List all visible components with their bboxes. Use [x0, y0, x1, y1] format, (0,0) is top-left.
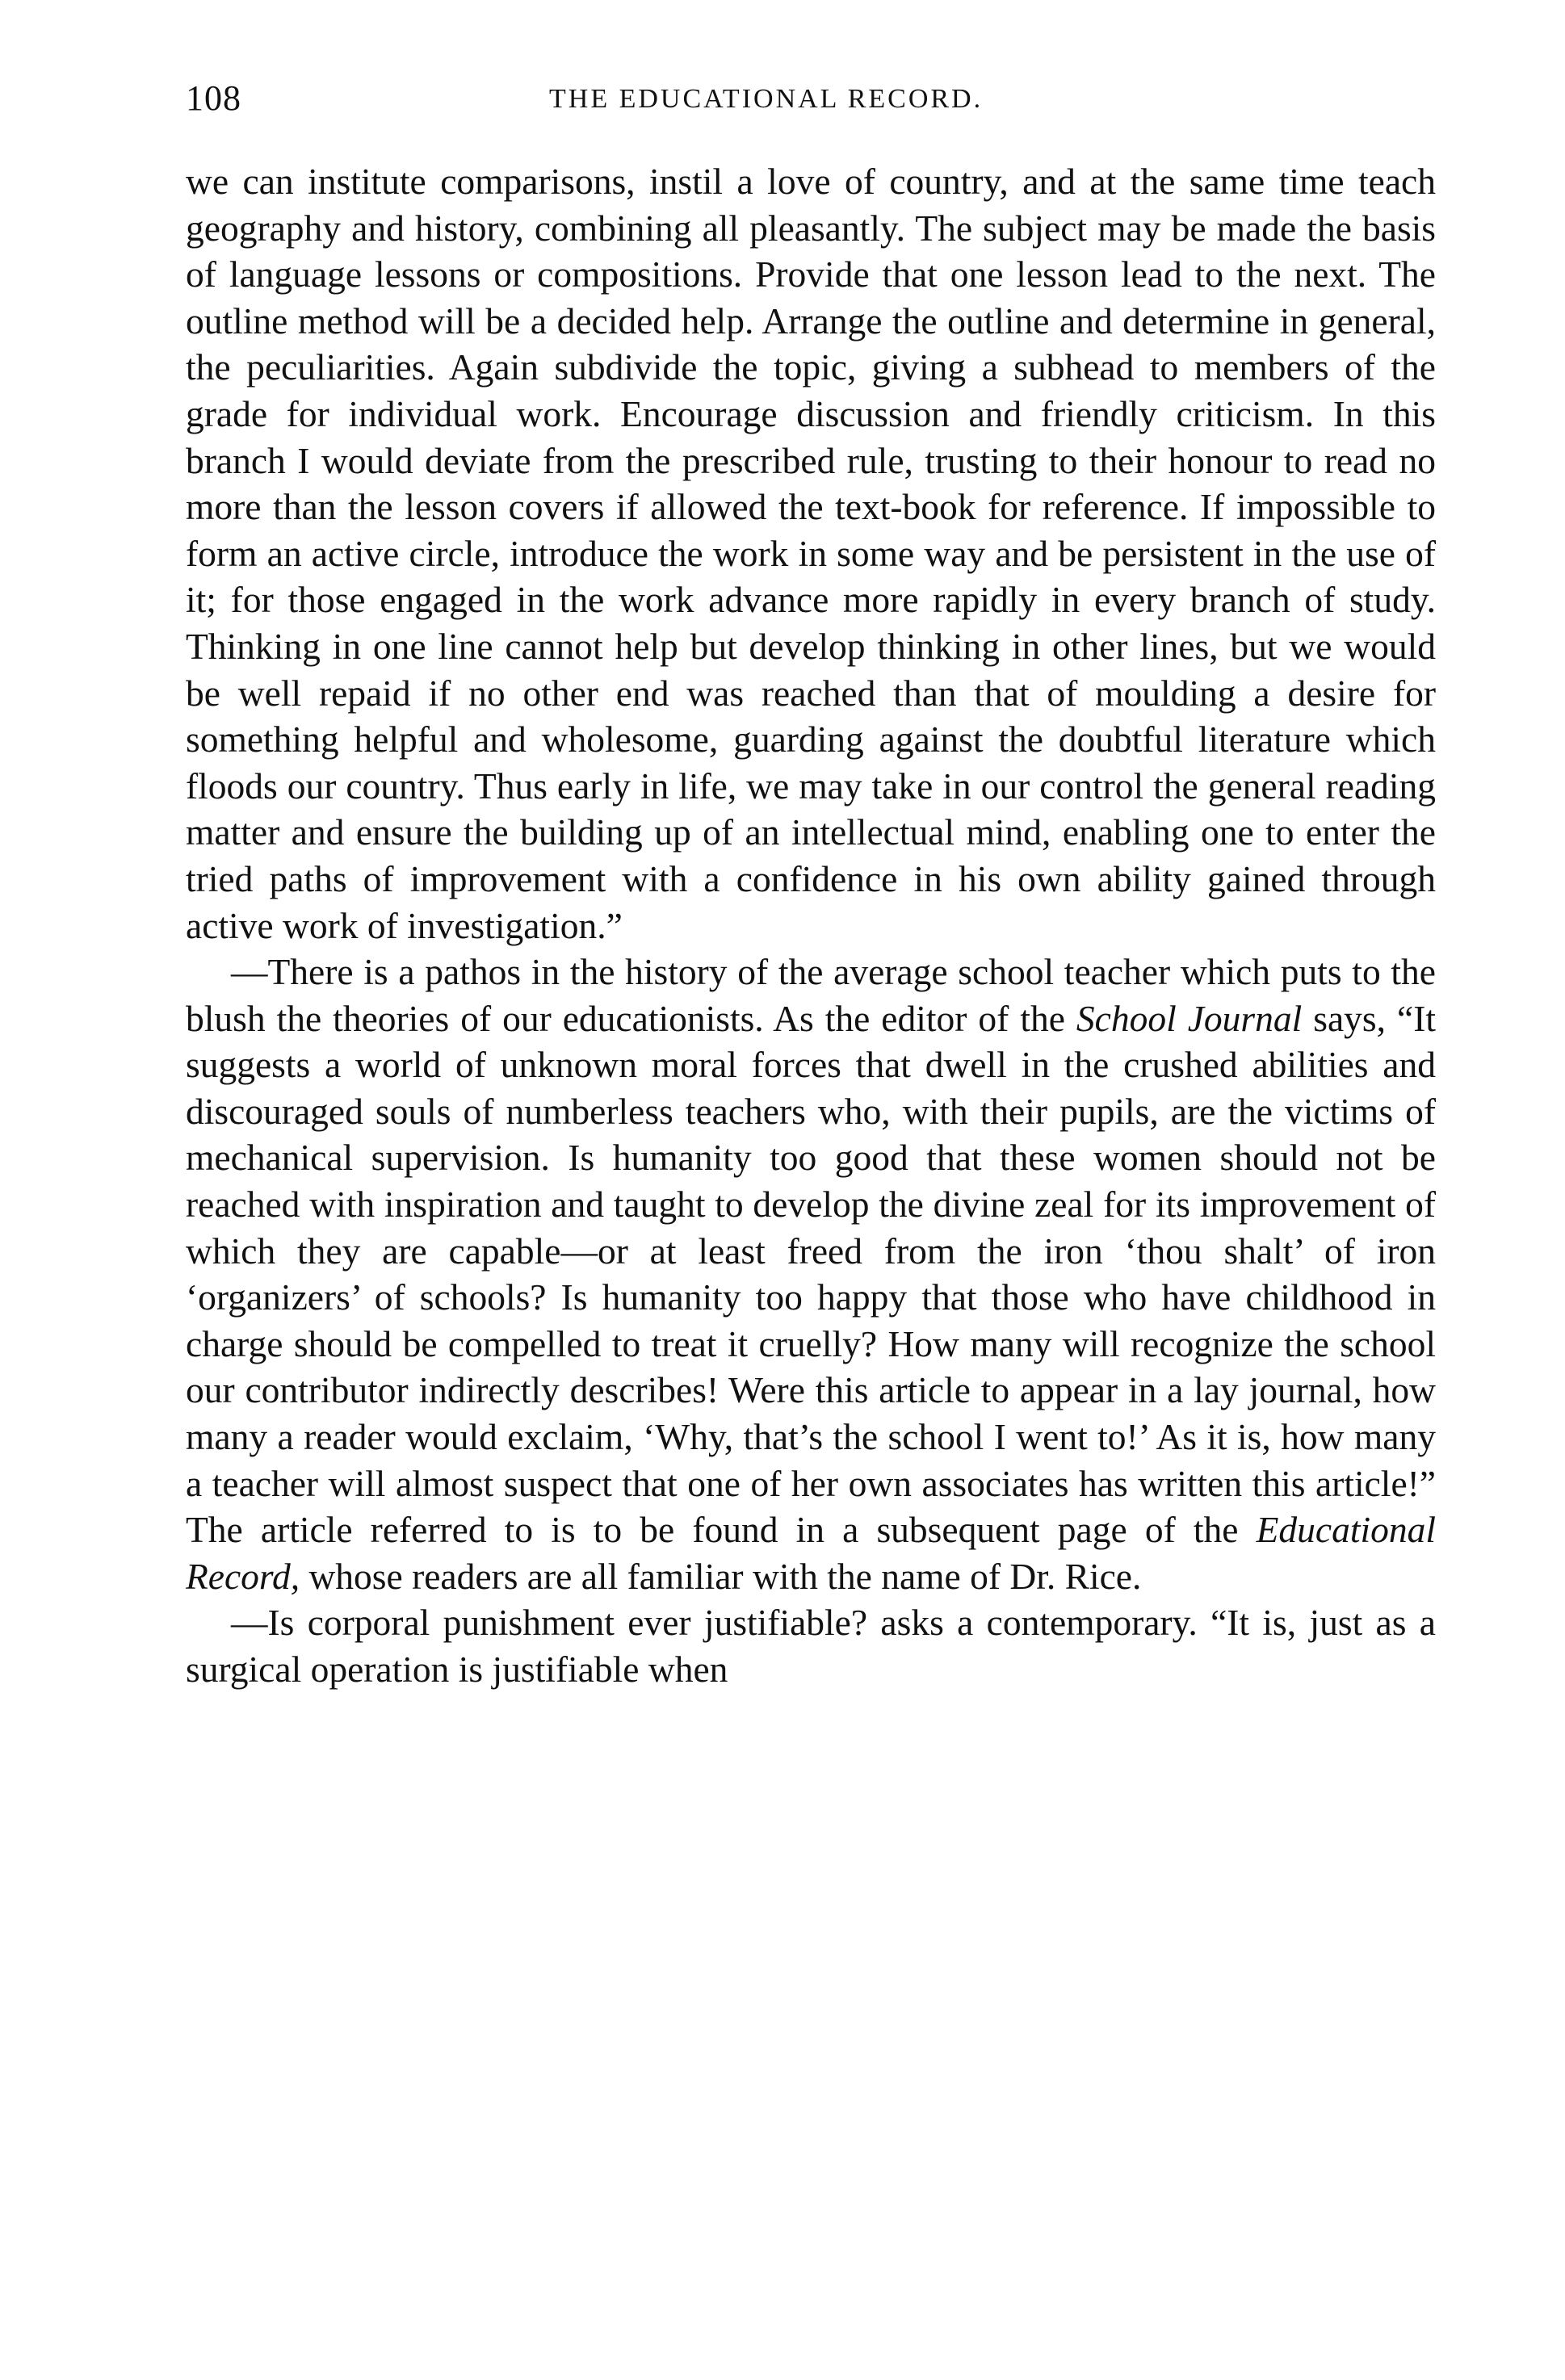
text-segment: we can institute comparisons, instil a love of country, and at the same time teach geography and history, combining all pleasantly. The subject may be made the basis of language lessons or compositions. Provide that one lesson lead to the next. The outline method will be a decided help. Arrange the outline and determine in general, the peculiarities. Again subdivide the topic, giving a subhead to members of the grade for individual work. Encourage discussion and friendly criticism. In this branch I would deviate from the prescribed rule, trusting to their honour to read no more than the lesson covers if allowed the text-book for reference. If impossible to form an active circle, introduce the work in some way and be persistent in the use of it; for those engaged in the work advance more rapidly in every branch of study. Thinking in one line cannot help but develop thinking in other lines, but we would be well repaid if no other end was reached than that of moulding a desire for something helpful and wholesome, guarding against the doubtful literature which floods our country. Thus early in life, we may take in our control the general reading matter and ensure the building up of an intellectual mind, enabling one to enter the tried paths of improvement with a confidence in his own ability gained through active work of investigation.” [186, 161, 1436, 946]
italic-title-school-journal: School Journal [1076, 997, 1303, 1039]
page-number: 108 [186, 78, 241, 118]
paragraph-continuation [186, 158, 1436, 949]
text-segment: —There is a pathos in the history of the average school teacher which puts to the blush the theories of our educationists. As the editor of the [186, 951, 1436, 1039]
running-title: THE EDUCATIONAL RECORD. [549, 84, 984, 114]
text-segment: says, “It suggests a world of unknown moral forces that dwell in the crushed abilities and discouraged souls of numberless teachers who, with their pupils, are the victims of mechanical supervision. Is humanity too good that these women should not be reached with inspiration and taught to develop the divine zeal for its improvement of which they are capable—or at least freed from the iron ‘thou shalt’ of iron ‘organizers’ of schools? Is humanity too happy that those who have childhood in charge should be compelled to treat it cruelly? How many will recognize the school our contributor indirectly describes! Were this article to appear in a lay journal, how many a reader would exclaim, ‘Why, that’s the school I went to!’ As it is, how many a teacher will almost suspect that one of her own associates has written this article!” The article referred to is to be found in a subsequent page of the [186, 997, 1436, 1551]
text-segment: —Is corporal punishment ever justifiable? asks a contemporary. “It is, just as a surgical operation is justifiable when [186, 1602, 1436, 1690]
body-text [186, 158, 1436, 1693]
italic-title-educational-record: Educational Record, [186, 1509, 1436, 1597]
running-head [186, 78, 1436, 126]
paragraph-school-teacher-pathos [186, 949, 1436, 1599]
book-page [186, 78, 1436, 1693]
paragraph-corporal-punishment [186, 1599, 1436, 1692]
text-segment: whose readers are all familiar with the name of Dr. Rice. [300, 1555, 1142, 1597]
